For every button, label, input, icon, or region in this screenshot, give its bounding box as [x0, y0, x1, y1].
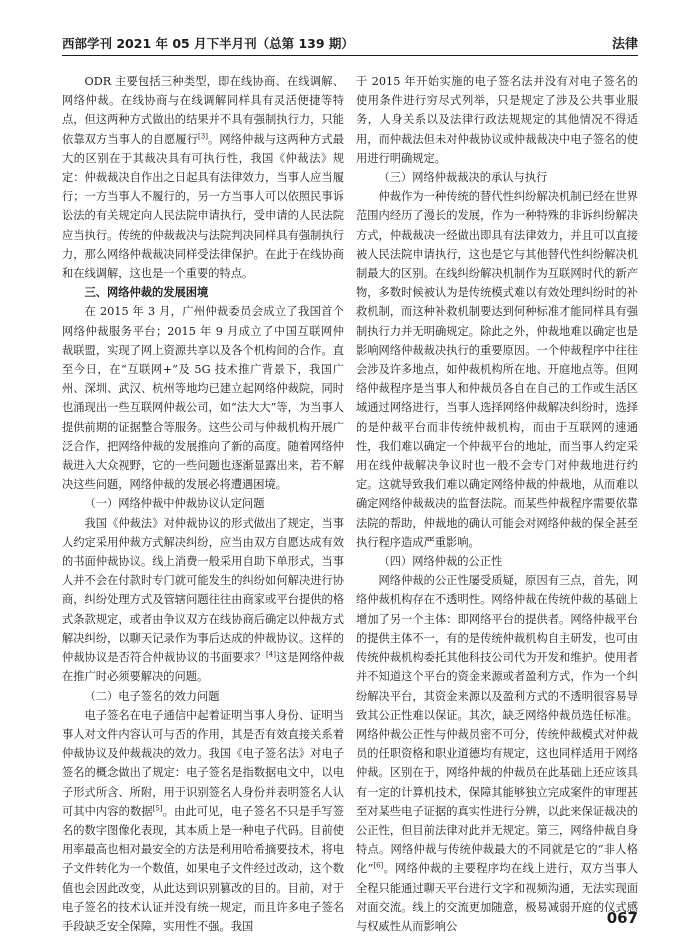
paragraph: ODR 主要包括三种类型，即在线协商、在线调解、网络仲裁。在线协商与在线调解同样具有灵活便捷等特点，但这两种方式做出的结果并不具有强制执行力，只能依靠双方当事人的自愿履行[3]。网络仲裁与这两种方式最大的区别在于其裁决具有可执行性，我国《仲裁法》规定：仲裁裁决自作出之日起具有法律效力，当事人应当履行；一方当事人不履行的，另一方当事人可以依照民事诉讼法的有关规定向人民法院申请执行，受申请的人民法院应当执行。传统的仲裁裁决与法院判决同样具有强制执行力，那么网络仲裁裁决同样受法律保护。在此于在线协商和在线调解，这也是一个重要的特点。 — [62, 75, 344, 281]
page-header — [62, 34, 638, 52]
paragraph: 于 2015 年开始实施的电子签名法并没有对电子签名的使用条件进行穷尽式列举，只是规定了涉及公共事业服务，人身关系以及法律行政法规规定的其他情况不得适用，而仲裁法但未对仲裁协议或仲裁裁决中电子签名的使用进行明确规定。 — [356, 75, 638, 165]
citation: [3] — [198, 131, 208, 140]
subsection-heading: （一）网络仲裁中仲裁协议认定问题 — [84, 497, 265, 511]
section-heading: 三、网络仲裁的发展困境 — [84, 285, 209, 300]
paragraph: 我国《仲裁法》对仲裁协议的形式做出了规定，当事人约定采用仲裁方式解决纠纷，应当由双方自愿达成有效的书面仲裁协议。线上消费一般采用自助下单形式，当事人并不会在付款时专门就可能发生的纠纷如何解决进行协商，纠纷处理方式及管辖问题往往由商家或平台提供的格式条款规定，或者由争议双方在线协商后确定以仲裁方式解决纠纷，以聊天记录作为事后达成的仲裁协议。这样的仲裁协议是否符合仲裁协议的书面要求？[4]这是网络仲裁在推广时必须要解决的问题。 — [62, 516, 344, 684]
citation: [4] — [266, 650, 276, 659]
section-label: 法律 — [611, 37, 638, 52]
subsection-heading: （三）网络仲裁裁决的承认与执行 — [378, 171, 548, 185]
paragraph: 在 2015 年 3 月，广州仲裁委员会成立了我国首个网络仲裁服务平台；2015 年 9 月成立了中国互联网仲裁联盟，实现了网上资源共享以及各个机构间的合作。直至今日，在“互联网+”及 5G 技术推广背景下，我国广州、深圳、武汉、杭州等地均已建立起网络仲裁院，同时也涌现出一些互联网仲裁公司，如“法大大”等，为当事人提供前期的证据整合等服务。这些公司与仲裁机构开展广泛合作，把网络仲裁的发展推向了新的高度。随着网络仲裁进入大众视野，它的一些问题也逐渐显露出来，若不解决这些问题，网络仲裁的发展必将遭遇困境。 — [62, 305, 344, 492]
paragraph: 网络仲裁的公正性屡受质疑，原因有三点，首先，网络仲裁机构存在不透明性。网络仲裁在传统仲裁的基础上增加了另一个主体：即网络平台的提供者。网络仲裁平台的提供主体不一，有的是传统仲裁机构自主研发，也可由传统仲裁机构委托其他科技公司代为开发和维护。使用者并不知道这个平台的资金来源或者盈利方式，作为一个纠纷解决平台，其资金来源以及盈利方式的不透明很容易导致其公正性难以保证。其次，缺乏网络仲裁员选任标准。网络仲裁公正性与仲裁员密不可分，传统仲裁模式对仲裁员的任职资格和职业道德均有规定，这也同样适用于网络仲裁。区别在于，网络仲裁的仲裁员在此基础上还应该具有一定的计算机技术，保障其能够独立完成案件的审理甚至对某些电子证据的真实性进行分辨，以此来保证裁决的公正性，但目前法律对此并无规定。第三，网络仲裁自身特点。网络仲裁与传统仲裁最大的不同就是它的“非人格化”[6]。网络仲裁的主要程序均在线上进行，双方当事人全程只能通过聊天平台进行文字和视频沟通，无法实现面对面交流。线上的交流更加随意，极易减弱开庭的仪式感与权威性从而影响公 — [356, 574, 638, 933]
journal-title: 西部学刊 2021 年 05 月下半月刊（总第 139 期） — [62, 36, 354, 51]
paragraph: 电子签名在电子通信中起着证明当事人身份、证明当事人对文件内容认可与否的作用，其是否有效直接关系着仲裁协议及仲裁裁决的效力。我国《电子签名法》对电子签名的概念做出了规定：电子签名是指数据电文中，以电子形式所含、所附，用于识别签名人身份并表明签名人认可其中内容的数据[5]。由此可见，电子签名不只是手写签名的数字图像化表现，其本质上是一种电子代码。目前使用率最高也相对最安全的方法是利用哈希摘要技术，将电子文件转化为一个数值，如果电子文件经过改动，这个数值也会因此改变，从此达到识别篡改的目的。目前，对于电子签名的技术认证并没有统一规定，而且许多电子签名手段缺乏安全保障，实用性不强。我国 — [62, 708, 344, 933]
subsection-heading: （二）电子签名的效力问题 — [84, 689, 220, 703]
subsection-heading: （四）网络仲裁的公正性 — [378, 555, 503, 569]
left-column — [62, 72, 344, 936]
right-column — [356, 72, 638, 936]
page-number: 067 — [606, 909, 638, 927]
paragraph: 仲裁作为一种传统的替代性纠纷解决机制已经在世界范围内经历了漫长的发展，作为一种特殊的非诉纠纷解决方式，仲裁裁决一经做出即具有法律效力，并且可以直接被人民法院申请执行，这也是它与其他替代性纠纷解决机制最大的区别。在线纠纷解决机制作为互联网时代的新产物，多数时候被认为是传统模式难以有效处理纠纷时的补救机制，而这种补救机制要达到何种标准才能同样具有强制执行力并无明确规定。除此之外，仲裁地难以确定也是影响网络仲裁裁决执行的重要原因。一个仲裁程序中往往会涉及许多地点，如仲裁机构所在地、开庭地点等。但网络仲裁程序是当事人和仲裁员各自在自己的工作或生活区域通过网络进行，当事人选择网络仲裁解决纠纷时，选择的是仲裁平台而非传统仲裁机构，而由于互联网的速通性，我们难以确定一个仲裁平台的地址，而当事人约定采用在线仲裁解决争议时也一般不会专门对仲裁地进行约定。这就导致我们难以确定网络仲裁的仲裁地，从而难以确定网络仲裁裁决的监督法院。而某些仲裁程序需要依靠法院的帮助，仲裁地的确认可能会对网络仲裁的保全甚至执行程序造成严重影响。 — [356, 190, 638, 549]
citation: [6] — [373, 861, 384, 870]
citation: [5] — [152, 803, 163, 812]
header-rule — [62, 55, 638, 56]
